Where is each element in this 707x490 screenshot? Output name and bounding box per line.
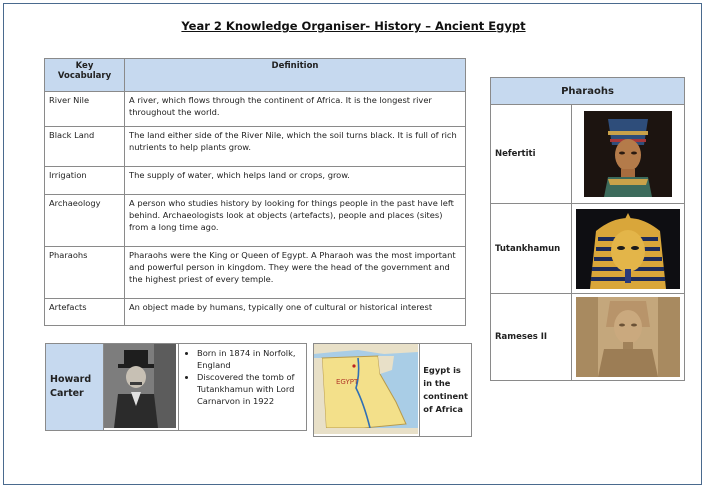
egypt-map-image: [314, 344, 418, 434]
pharaoh-row: [491, 105, 685, 204]
vocabulary-row: [45, 299, 466, 326]
vocabulary-term: Black Land: [45, 127, 125, 167]
vocabulary-definition: A river, which flows through the continent of Africa. It is the longest river throughout the world.: [125, 92, 466, 127]
pharaoh-name: Tutankhamun: [491, 204, 572, 294]
vocabulary-term-header: Key Vocabulary: [45, 59, 125, 92]
nefertiti-bust-image: [584, 111, 672, 197]
carter-fact: • Born in 1874 in Norfolk, England: [197, 347, 306, 371]
vocabulary-row: [45, 167, 466, 195]
carter-fact: • Discovered the tomb of Tutankhamun with Lord Carnarvon in 1922: [197, 371, 306, 407]
vocabulary-term: Archaeology: [45, 195, 125, 247]
egypt-caption: Egypt is in the continent of Africa: [420, 344, 472, 437]
vocabulary-definition: An object made by humans, typically one of cultural or historical interest: [125, 299, 466, 326]
vocabulary-term: River Nile: [45, 92, 125, 127]
vocabulary-definition: A person who studies history by looking for things people in the past have left behind. Archaeologists look at objects (artefacts), people and places (sites) from a long time ago.: [125, 195, 466, 247]
howard-carter-box: [45, 343, 307, 431]
egypt-map-cell: [314, 344, 420, 437]
pharaoh-photo-cell: [572, 294, 685, 381]
vocabulary-definition: The supply of water, which helps land or crops, grow.: [125, 167, 466, 195]
pharaohs-title: Pharaohs: [491, 78, 685, 105]
vocabulary-definition: The land either side of the River Nile, which the soil turns black. It is full of rich nutrients to help plants grow.: [125, 127, 466, 167]
tutankhamun-mask-image: [576, 209, 680, 289]
vocabulary-table: [44, 58, 466, 326]
carter-photo-cell: [104, 344, 179, 431]
pharaoh-row: [491, 204, 685, 294]
vocabulary-row: [45, 92, 466, 127]
vocabulary-term: Pharaohs: [45, 247, 125, 299]
vocabulary-definition-header: Definition: [125, 59, 466, 92]
egypt-map-box: [313, 343, 472, 437]
pharaoh-row: [491, 294, 685, 381]
page-title: Year 2 Knowledge Organiser- History – Ancient Egypt: [181, 19, 526, 33]
pharaohs-table: [490, 77, 685, 381]
vocabulary-row: [45, 247, 466, 299]
vocabulary-header-row: [45, 59, 466, 92]
pharaoh-photo-cell: [572, 204, 685, 294]
vocabulary-row: [45, 127, 466, 167]
pharaoh-name: Nefertiti: [491, 105, 572, 204]
vocabulary-definition: Pharaohs were the King or Queen of Egypt. A Pharaoh was the most important and powerful person in kingdom. They were the head of the government and the highest priest of every temple.: [125, 247, 466, 299]
carter-facts-cell: [179, 344, 307, 431]
pharaoh-name: Rameses II: [491, 294, 572, 381]
vocabulary-term: Irrigation: [45, 167, 125, 195]
carter-name: Howard Carter: [46, 344, 104, 431]
rameses-statue-image: [576, 297, 680, 377]
pharaoh-photo-cell: [572, 105, 685, 204]
howard-carter-photo: [104, 344, 176, 428]
vocabulary-row: [45, 195, 466, 247]
carter-facts: [179, 347, 306, 407]
egypt-map-label: EGYPT: [336, 378, 359, 386]
vocabulary-term: Artefacts: [45, 299, 125, 326]
